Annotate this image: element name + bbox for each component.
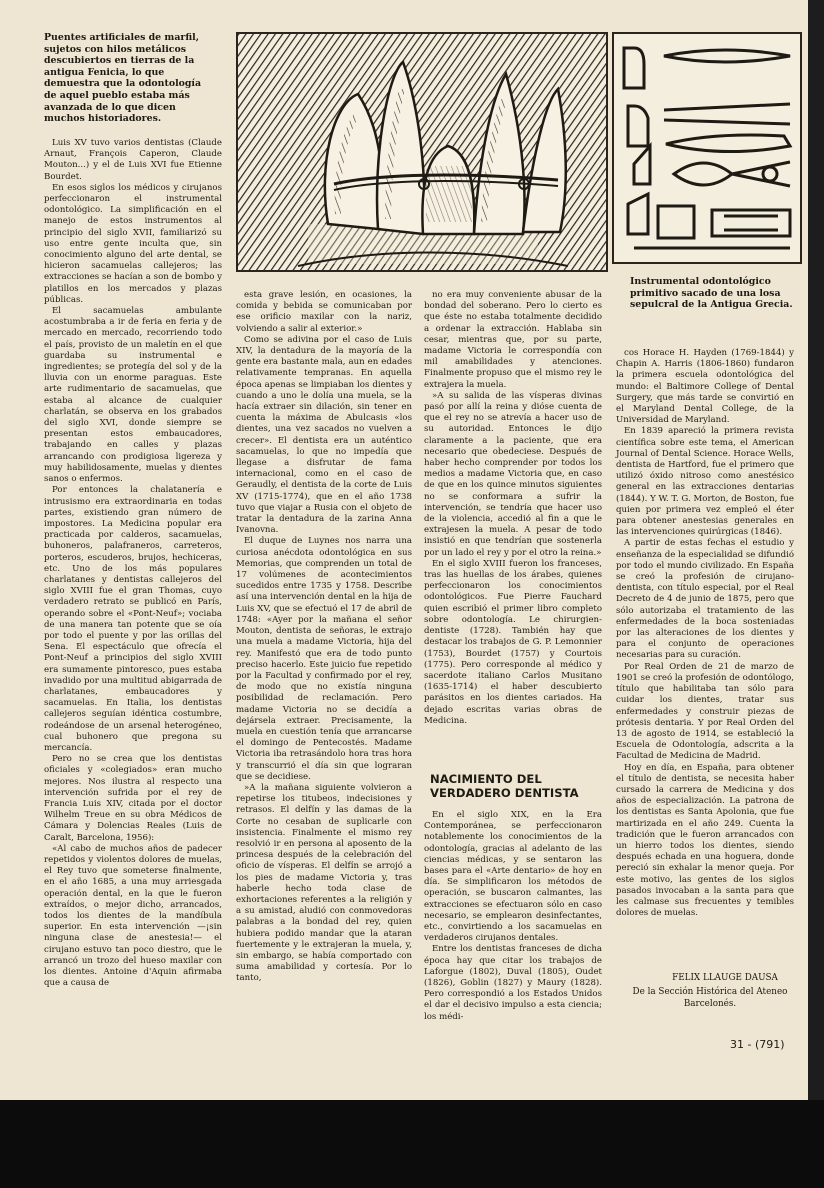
paragraph: Entre los dentistas franceses de dicha época hay que citar los trabajos de Laforgue (1802), Duval (1805), Oudet (1826), Goblin (1827) y Maury (1828). Pero correspondió a los Estados Unidos el dar el decisivo impulso a esta ciencia; los médi- — [424, 944, 602, 1022]
column-2-text — [236, 290, 412, 1048]
paragraph: En el siglo XVIII fueron los franceses, tras las huellas de los árabes, quienes perfeccionaron los conocimientos odontológicos. Fue Pierre Fauchard quien escribió el primer libro completo sobre odontología. Le chirurgien-dentiste (1728). También hay que destacar los trabajos de G. P. Lemonnier (1753), Bourdet (1757) y Courtois (1775). Pero corresponde al médico y sacerdote italiano Carlos Musitano (1635-1714) el haber descubierto parásitos en los dientes cariados. Ha dejado escritas varias obras de Medicina. — [424, 558, 602, 726]
paragraph: Como se adivina por el caso de Luis XIV, la dentadura de la mayoría de la gente era bastante mala, aun en edades relativamente tempranas. En aquella época apenas se limpiaban los dientes y cuando a uno le dolía una muela, se la hacía extraer sin dilación, sin tener en cuenta la máxima de Abulcasis «los dientes, una vez sacados no vuelven a crecer». El dentista era un auténtico sacamuelas, lo que no impedía que llegase a disfrutar de fama internacional, como en el caso de Geraudly, el dentista de la corte de Luis XV (1715-1774), que en el año 1738 tuvo que viajar a Rusia con el objeto de tratar la dentadura de la zarina Anna Ivanovna. — [236, 334, 412, 536]
paragraph: no era muy conveniente abusar de la bondad del soberano. Pero lo cierto es que éste no estaba totalmente decidido a ordenar la extracción. Hablaba sin cesar, mientras que, por su parte, madame Victoria le correspondía con mil amabilidades y atenciones. Finalmente propuso que el mismo rey le extrajera la muela. — [424, 290, 602, 390]
paragraph: Pero no se crea que los dentistas oficiales y «colegiados» eran mucho mejores. Nos ilustra al respecto una intervención sufrida por el rey de Francia Luis XIV, citada por el doctor Wilhelm Treue en su obra Médicos de Cámara y Dolencias Reales (Luis de Caralt, Barcelona, 1956): — [44, 754, 222, 843]
column-4-text — [616, 348, 794, 968]
teeth-illustration — [236, 32, 608, 272]
paragraph: En 1839 apareció la primera revista científica sobre este tema, el American Journal of Dental Science. Horace Wells, dentista de Hartford, fue el primero que utilizó óxido nitroso como anestésico general en las extracciones dentarias (1844). Y W. T. G. Morton, de Boston, fue quien por primera vez empleó el éter para obtener anestesias generales en las intervenciones quirúrgicas (1846). — [616, 426, 794, 538]
paragraph: cos Horace H. Hayden (1769-1844) y Chapin A. Harris (1806-1860) fundaron la primera escuela odontológica del mundo: el Baltimore College of Dental Surgery, que más tarde se convirtió en el Maryland Dental College, de la Universidad de Maryland. — [616, 348, 794, 426]
paragraph: Por Real Orden de 21 de marzo de 1901 se creó la profesión de odontólogo, título que habilitaba tan sólo para cuidar los dientes, tratar sus enfermedades y construir piezas de prótesis dentaria. Y por Real Orden del 13 de agosto de 1914, se estableció la Escuela de Odontología, adscrita a la Facultad de Medicina de Madrid. — [616, 661, 794, 762]
ivory-teeth-bridge-drawing — [238, 34, 606, 270]
paragraph: esta grave lesión, en ocasiones, la comida y bebida se comunicaban por ese orificio maxilar con la nariz, volviendo a salir al exterior.» — [236, 290, 412, 334]
page-edge-shadow — [808, 0, 824, 1100]
caption-phoenician-bridges: Puentes artificiales de marfil, sujetos con hilos metálicos descubiertos en tierras de la antigua Fenicia, lo que demuestra que la odontología de aquel pueblo estaba más avanzada de lo que dicen muchos historiadores. — [44, 32, 202, 125]
paragraph: Por entonces la chalatanería e intrusismo era extraordinaria en todas partes, existiendo gran número de impostores. La Medicina popular era practicada por calderos, sacamuelas, buhoneros, palafraneros, carreteros, porteros, escuderos, brujos, hechiceras, etc. Uno de los más populares charlatanes y dentistas callejeros del siglo XVIII fue el gran Thomas, cuyo verdadero retrato se publicó en París, operando sobre el «Pont-Neuf»; vociaba de una manera tan potente que se oía por todo el puente y por las orillas del Sena. El espectáculo que ofrecía el Pont-Neuf a principios del siglo XVIII era sumamente pintoresco, pues estaba invadido por una multitud abigarrada de charlatanes, embaucadores y sacamuelas. En Italia, los dentistas callejeros seguían idéntica costumbre, rodeándose de un arsenal heterogéneo, cual buhonero que pregona su mercancía. — [44, 485, 222, 753]
author-name: FELIX LLAUGE DAUSA — [672, 973, 778, 983]
greek-instruments-illustration — [612, 32, 802, 264]
page-number: 31 - (791) — [730, 1038, 785, 1051]
paragraph: »A su salida de las vísperas divinas pasó por allí la reina y dióse cuenta de que el rey no se atrevía a hacer uso de su autoridad. Entonces le dijo claramente a la paciente, que era necesario que obedeciese. Después de haber hecho comprender por todos los medios a madame Victoria que, en caso de que en los quince minutos siguientes no se conformara a sufrir la intervención, se tendría que hacer uso de la violencia, accedió al fin a que le extrajesen la muela. A pesar de todo insistió en que tendrían que sostenerla por un lado el rey y por el otro la reina.» — [424, 390, 602, 558]
author-affiliation: De la Sección Histórica del Ateneo Barcelonés. — [632, 987, 788, 1009]
section-heading: NACIMIENTO DEL VERDADERO DENTISTA — [430, 772, 579, 800]
column-3b-text — [424, 810, 602, 1050]
paragraph: »A la mañana siguiente volvieron a repetirse los titubeos, indecisiones y retrasos. El delfín y las damas de la Corte no cesaban de suplicarle con insistencia. Finalmente el mismo rey resolvió ir en persona al aposento de la princesa después de la celebración del oficio de vísperas. El delfín se arrojó a los pies de madame Victoria y, tras haberle hecho toda clase de exhortaciones referentes a la religión y a su amistad, aludió con conmovedoras palabras a la bondad del rey, quien hubiera podido mandar que la ataran fuertemente y le extrajeran la muela, y, sin embargo, se había comportado con suma amabilidad y cortesía. Por lo tanto, — [236, 782, 412, 984]
paragraph: El duque de Luynes nos narra una curiosa anécdota odontológica en sus Memorias, que comprenden un total de 17 volúmenes de acontecimientos sucedidos entre 1735 y 1758. Describe así una intervención dental en la hija de Luis XV, que se efectuó el 17 de abril de 1748: «Ayer por la mañana el señor Mouton, dentista de señoras, le extrajo una muela a madame Victoria, hija del rey. Manifestó que era de todo punto preciso hacerlo. Este juicio fue repetido por la Facultad y confirmado por el rey, de modo que no existía ninguna posibilidad de reclamación. Pero madame Victoria no se decidía a dejársela extraer. Precisamente, la muela en cuestión tenía que arrancarse el domingo de Pentecostés. Madame Victoria iba retrasándolo hora tras hora y transcurrió el día sin que lograran que se decidiese. — [236, 536, 412, 782]
paragraph: El sacamuelas ambulante acostumbraba a ir de feria en feria y de mercado en mercado, recorriendo todo el país, provisto de un maletín en el que guardaba su instrumental e ingredientes; se protegía del sol y de la lluvia con un enorme paraguas. Este arte rudimentario de sacamuelas, que estaba al alcance de cualquier charlatán, se observa en los grabados del siglo XVI, donde siempre se presentan estos embaucadores, trabajando en calles y plazas arrancando con prodigiosa ligereza y muy habilidosamente, muelas y dientes sanos o enfermos. — [44, 306, 222, 485]
paragraph: En esos siglos los médicos y cirujanos perfeccionaron el instrumental odontológico. La simplificación en el manejo de estos instrumentos al principio del siglo XVII, familiarizó su uso entre gente inculta que, sin conocimiento alguno del arte dental, se hicieron sacamuelas callejeros; las extracciones se hacían a son de bombo y platillos en los mercados y plazas públicas. — [44, 182, 222, 305]
scan-border — [0, 1100, 824, 1188]
caption-greek-instruments: Instrumental odontológico primitivo sacado de una losa sepulcral de la Antigua Grecia. — [630, 276, 793, 311]
paragraph: En el siglo XIX, en la Era Contemporánea, se perfeccionaron notablemente los conocimientos de la odontología, gracias al adelanto de las ciencias médicas, y se sentaron las bases para el «Arte dentario» de hoy en día. Se simplificaron los métodos de operación, se buscaron calmantes, las extracciones se efectuaron sólo en caso necesario, se emplearon desinfectantes, etc., convirtiendo a los sacamuelas en verdaderos cirujanos dentales. — [424, 810, 602, 944]
column-3-text — [424, 290, 602, 768]
paragraph: Luis XV tuvo varios dentistas (Claude Arnaut, François Caperon, Claude Mouton...) y el de Luis XVI fue Etienne Bourdet. — [44, 138, 222, 182]
instruments-relief-drawing — [614, 34, 800, 262]
paragraph: Hoy en día, en España, para obtener el título de dentista, se necesita haber cursado la carrera de Medicina y dos años de especialización. La patrona de los dentistas es Santa Apolonia, que fue martirizada en el año 249. Cuenta la tradición que le fueron arrancados con un hierro todos los dientes, siendo después echada en una hoguera, donde pereció sin exhalar la menor queja. Por este motivo, las gentes de los siglos pasados invocaban a la santa para que les calmase sus frecuentes y temibles dolores de muelas. — [616, 762, 794, 919]
column-1-text — [44, 138, 222, 1048]
paragraph: «Al cabo de muchos años de padecer repetidos y violentos dolores de muelas, el Rey tuvo que someterse finalmente, en el año 1685, a una muy arriesgada operación dental, en la que le fueron extraídos, o mejor dicho, arrancados, todos los dientes de la mandíbula superior. En esta intervención —¡sin ninguna clase de anestesia!— el cirujano estuvo tan poco diestro, que le arrancó un trozo del hueso maxilar con los dientes. Antoine d'Aquin afirmaba que a causa de — [44, 843, 222, 989]
paragraph: A partir de estas fechas el estudio y enseñanza de la especialidad se difundió por todo el mundo civilizado. En España se creó la profesión de cirujano-dentista, con título especial, por el Real Decreto de 4 de junio de 1875, pero que sólo autorizaba el tratamiento de las enfermedades de la boca sosteniadas por las alteraciones de los dientes y para el conjunto de operaciones necesarias para su curación. — [616, 538, 794, 661]
